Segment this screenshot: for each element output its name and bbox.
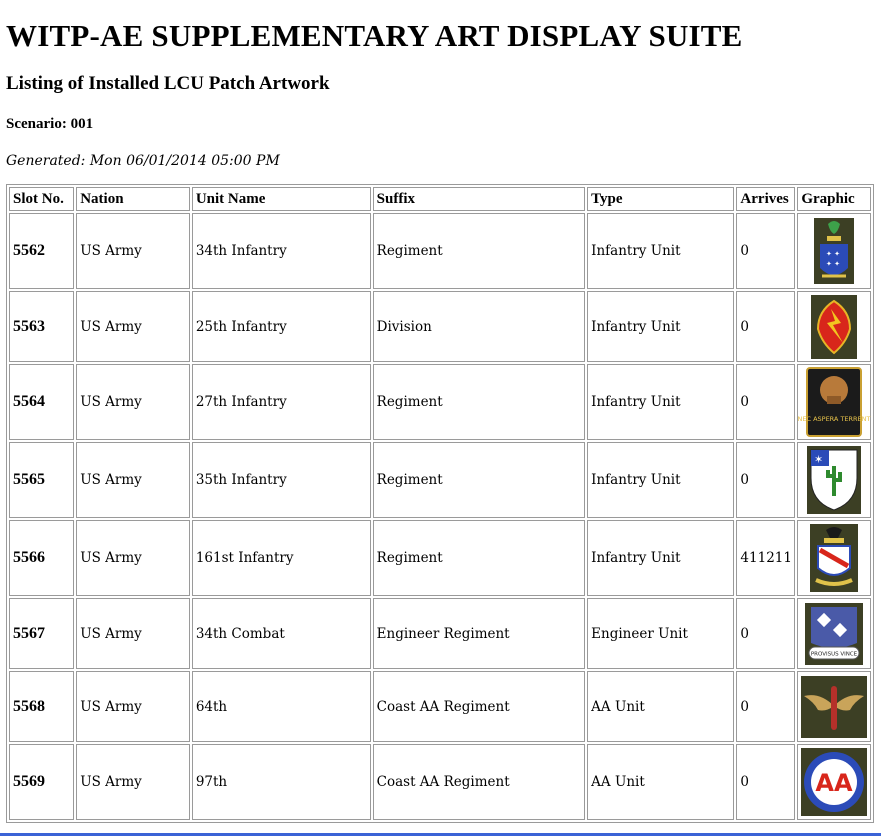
cell-unit-name: 161st Infantry — [192, 520, 371, 596]
crest-34th-infantry-icon — [814, 218, 854, 284]
crest-161st-infantry-icon — [810, 524, 858, 592]
aa-patch-text: AA — [815, 769, 853, 797]
table-row — [9, 364, 871, 440]
cell-graphic — [797, 213, 871, 289]
generated-timestamp: Generated: Mon 06/01/2014 05:00 PM — [6, 153, 280, 169]
cell-slot: 5567 — [9, 598, 74, 669]
cell-nation: US Army — [76, 744, 190, 820]
cell-nation: US Army — [76, 671, 190, 742]
cell-slot: 5564 — [9, 364, 74, 440]
cell-unit-name: 97th — [192, 744, 371, 820]
page-title: WITP-AE SUPPLEMENTARY ART DISPLAY SUITE — [6, 18, 743, 53]
page-subtitle: Listing of Installed LCU Patch Artwork — [6, 73, 330, 94]
cell-type: AA Unit — [587, 671, 734, 742]
cell-nation: US Army — [76, 213, 190, 289]
cell-suffix: Regiment — [373, 442, 586, 518]
cell-suffix: Engineer Regiment — [373, 598, 586, 669]
scenario-label: Scenario: 001 — [6, 116, 94, 132]
cell-slot: 5568 — [9, 671, 74, 742]
crest-64th-coast-aa-icon — [801, 676, 867, 738]
header-unit-name: Unit Name — [192, 187, 371, 211]
cell-unit-name: 35th Infantry — [192, 442, 371, 518]
cell-nation: US Army — [76, 364, 190, 440]
cell-slot: 5562 — [9, 213, 74, 289]
cell-unit-name: 34th Combat — [192, 598, 371, 669]
cell-graphic — [797, 442, 871, 518]
cell-arrives: 0 — [736, 598, 795, 669]
patch-aa-command-icon — [801, 748, 867, 816]
svg-text:✶: ✶ — [814, 453, 824, 466]
cell-slot: 5565 — [9, 442, 74, 518]
table-row — [9, 671, 871, 742]
patch-table-container — [6, 184, 874, 836]
cell-type: Infantry Unit — [587, 442, 734, 518]
cell-arrives: 0 — [736, 744, 795, 820]
header-suffix: Suffix — [373, 187, 586, 211]
table-row — [9, 442, 871, 518]
cell-graphic — [797, 598, 871, 669]
table-row — [9, 213, 871, 289]
cell-arrives: 0 — [736, 442, 795, 518]
cell-arrives: 0 — [736, 364, 795, 440]
svg-text:✦ ✦: ✦ ✦ — [826, 260, 841, 268]
table-row — [9, 520, 871, 596]
cell-unit-name: 34th Infantry — [192, 213, 371, 289]
table-row — [9, 598, 871, 669]
cell-graphic — [797, 744, 871, 820]
cell-arrives: 0 — [736, 291, 795, 362]
svg-text:✦ ✦: ✦ ✦ — [826, 250, 841, 258]
cell-suffix: Coast AA Regiment — [373, 744, 586, 820]
cell-unit-name: 25th Infantry — [192, 291, 371, 362]
cell-slot: 5569 — [9, 744, 74, 820]
cell-arrives: 0 — [736, 213, 795, 289]
cell-suffix: Division — [373, 291, 586, 362]
cell-graphic — [797, 364, 871, 440]
cell-graphic — [797, 671, 871, 742]
cell-nation: US Army — [76, 520, 190, 596]
header-nation: Nation — [76, 187, 190, 211]
motto-34th-engineer: PROVISUS VINCE — [810, 651, 858, 657]
crest-34th-engineer-icon — [805, 603, 863, 665]
table-row — [9, 744, 871, 820]
header-slot: Slot No. — [9, 187, 74, 211]
cell-nation: US Army — [76, 598, 190, 669]
table-header-row — [9, 187, 871, 211]
cell-type: AA Unit — [587, 744, 734, 820]
table-row — [9, 291, 871, 362]
cell-graphic — [797, 520, 871, 596]
header-arrives: Arrives — [736, 187, 795, 211]
cell-type: Infantry Unit — [587, 520, 734, 596]
cell-type: Infantry Unit — [587, 291, 734, 362]
cell-unit-name: 27th Infantry — [192, 364, 371, 440]
cell-slot: 5563 — [9, 291, 74, 362]
cell-slot: 5566 — [9, 520, 74, 596]
cell-nation: US Army — [76, 291, 190, 362]
cell-graphic — [797, 291, 871, 362]
header-type: Type — [587, 187, 734, 211]
crest-35th-infantry-icon — [807, 446, 861, 514]
cell-type: Engineer Unit — [587, 598, 734, 669]
motto-27th: NEC ASPERA TERRENT — [797, 415, 871, 423]
patch-25th-division-icon — [811, 295, 857, 359]
cell-suffix: Regiment — [373, 520, 586, 596]
cell-suffix: Regiment — [373, 364, 586, 440]
crest-27th-infantry-icon — [797, 368, 871, 436]
patch-table — [6, 184, 874, 823]
header-graphic: Graphic — [797, 187, 871, 211]
cell-suffix: Regiment — [373, 213, 586, 289]
cell-unit-name: 64th — [192, 671, 371, 742]
cell-arrives: 0 — [736, 671, 795, 742]
cell-type: Infantry Unit — [587, 364, 734, 440]
cell-nation: US Army — [76, 442, 190, 518]
cell-type: Infantry Unit — [587, 213, 734, 289]
cell-arrives: 411211 — [736, 520, 795, 596]
cell-suffix: Coast AA Regiment — [373, 671, 586, 742]
